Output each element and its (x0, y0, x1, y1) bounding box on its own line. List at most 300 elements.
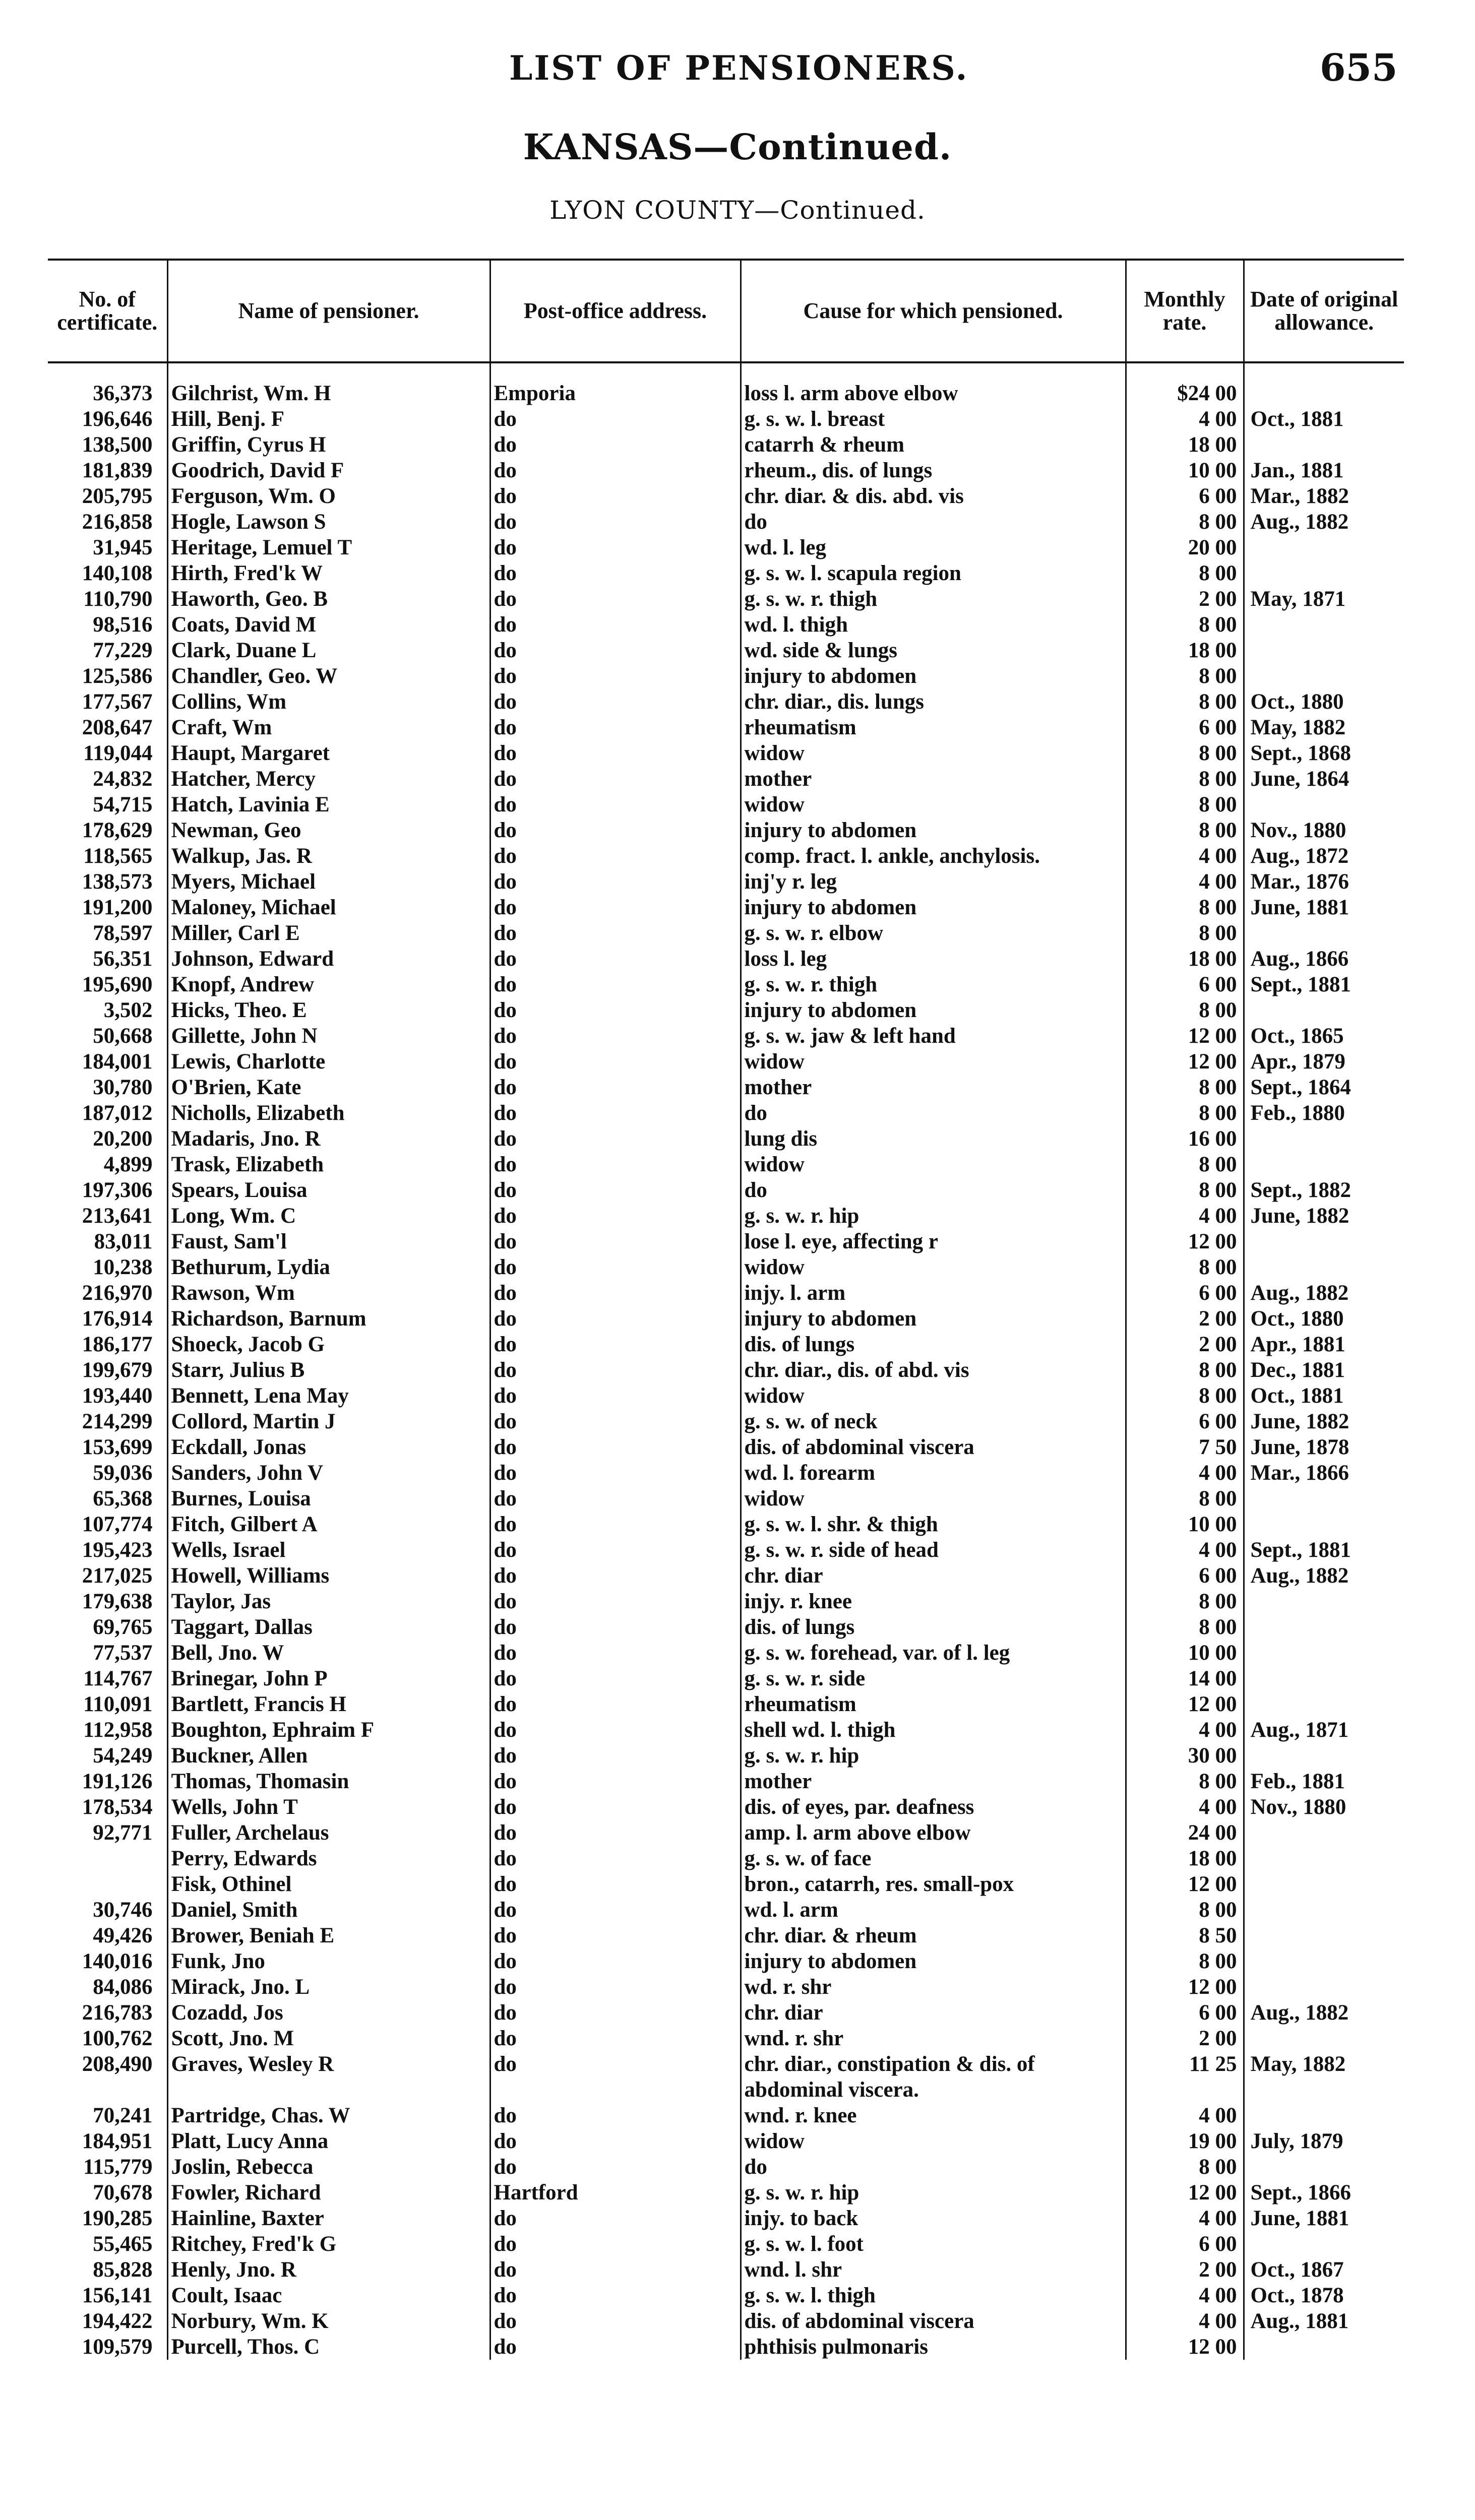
cell-date: Aug., 1882 (1244, 1280, 1404, 1306)
cell-certificate: 195,690 (82, 973, 153, 996)
table-row (48, 560, 1404, 586)
cell-post-office: do (490, 2026, 741, 2051)
cell-name: Burnes, Louisa (167, 1486, 490, 1511)
table-row (48, 843, 1404, 869)
cell-rate: 10 00 (1126, 1640, 1244, 1666)
cell-certificate: 187,012 (82, 1101, 153, 1125)
table-row (48, 972, 1404, 997)
cell-certificate: 31,945 (93, 536, 153, 559)
cell-name: Fowler, Richard (167, 2180, 490, 2206)
cell-name: Haupt, Margaret (167, 740, 490, 766)
cell-certificate: 107,774 (82, 1513, 153, 1536)
cell-post-office: do (490, 1100, 741, 1126)
cell-name: Sanders, John V (167, 1460, 490, 1486)
table-row (48, 2128, 1404, 2154)
cell-certificate: 112,958 (83, 1718, 153, 1742)
cell-rate: 4 00 (1126, 1537, 1244, 1563)
cell-post-office: do (490, 1049, 741, 1075)
cell-rate: 4 00 (1126, 1794, 1244, 1820)
cell-rate: 8 00 (1126, 509, 1244, 535)
cell-post-office: do (490, 560, 741, 586)
table-row (48, 869, 1404, 895)
table-row (48, 586, 1404, 612)
cell-cause: dis. of lungs (741, 1332, 1126, 1357)
cell-rate: 8 00 (1126, 766, 1244, 792)
cell-date (1244, 1871, 1404, 1897)
cell-name: Newman, Geo (167, 817, 490, 843)
cell-post-office: do (490, 2128, 741, 2154)
cell-certificate: 3,502 (103, 998, 153, 1022)
cell-name: Starr, Julius B (167, 1357, 490, 1383)
cell-name: Thomas, Thomasin (167, 1769, 490, 1794)
cell-post-office: do (490, 1820, 741, 1846)
cell-cause: chr. diar (741, 1563, 1126, 1589)
cell-post-office: do (490, 997, 741, 1023)
cell-certificate: 205,795 (82, 484, 153, 508)
cell-cause: injury to abdomen (741, 1948, 1126, 1974)
cell-name: Miller, Carl E (167, 920, 490, 946)
cell-cause: wd. l. arm (741, 1897, 1126, 1923)
cell-name: Heritage, Lemuel T (167, 535, 490, 560)
cell-date (1244, 1743, 1404, 1769)
cell-certificate: 100,762 (82, 2027, 153, 2050)
cell-date (1244, 1923, 1404, 1948)
table-row (48, 2103, 1404, 2128)
cell-post-office: do (490, 972, 741, 997)
cell-cause: injy. to back (741, 2206, 1126, 2231)
cell-certificate: 181,839 (82, 459, 153, 482)
cell-rate: 8 00 (1126, 663, 1244, 689)
cell-name: Wells, John T (167, 1794, 490, 1820)
cell-certificate: 114,767 (83, 1667, 153, 1690)
cell-date (1244, 792, 1404, 817)
cell-post-office: do (490, 843, 741, 869)
table-row (48, 715, 1404, 740)
cell-name: Coult, Isaac (167, 2283, 490, 2308)
column-header-certificate: No. of certificate. (48, 260, 167, 362)
cell-name: Collins, Wm (167, 689, 490, 715)
cell-post-office: do (490, 740, 741, 766)
cell-rate: 8 00 (1126, 1357, 1244, 1383)
cell-post-office: do (490, 1152, 741, 1177)
cell-rate: 8 00 (1126, 792, 1244, 817)
cell-date: Sept., 1882 (1244, 1177, 1404, 1203)
cell-post-office: do (490, 2283, 741, 2308)
cell-cause: injury to abdomen (741, 895, 1126, 920)
cell-certificate: 199,679 (82, 1358, 153, 1382)
cell-name: Graves, Wesley R (167, 2051, 490, 2103)
cell-date (1244, 1974, 1404, 2000)
table-row (48, 2308, 1404, 2334)
table-row (48, 1126, 1404, 1152)
cell-cause: lung dis (741, 1126, 1126, 1152)
cell-name: Brower, Beniah E (167, 1923, 490, 1948)
cell-cause: bron., catarrh, res. small-pox (741, 1871, 1126, 1897)
cell-cause: chr. diar., constipation & dis. of abdominal viscera. (741, 2051, 1126, 2103)
cell-date: Oct., 1881 (1244, 1383, 1404, 1409)
cell-rate: 8 00 (1126, 1948, 1244, 1974)
cell-rate: 8 00 (1126, 1897, 1244, 1923)
cell-certificate: 85,828 (93, 2258, 153, 2282)
cell-name: Taggart, Dallas (167, 1614, 490, 1640)
cell-rate: 6 00 (1126, 483, 1244, 509)
table-row (48, 1846, 1404, 1871)
cell-post-office: do (490, 766, 741, 792)
cell-date (1244, 612, 1404, 638)
cell-rate: 8 00 (1126, 1254, 1244, 1280)
cell-rate: 18 00 (1126, 432, 1244, 458)
cell-cause: injury to abdomen (741, 663, 1126, 689)
cell-date (1244, 1126, 1404, 1152)
cell-certificate (48, 1846, 167, 1871)
table-row (48, 638, 1404, 663)
running-head: LIST OF PENSIONERS. (509, 48, 969, 88)
table-row (48, 1383, 1404, 1409)
cell-name: Walkup, Jas. R (167, 843, 490, 869)
cell-name: Coats, David M (167, 612, 490, 638)
cell-name: Trask, Elizabeth (167, 1152, 490, 1177)
cell-post-office: do (490, 1357, 741, 1383)
cell-cause: g. s. w. l. shr. & thigh (741, 1511, 1126, 1537)
cell-rate: 18 00 (1126, 1846, 1244, 1871)
cell-post-office: do (490, 895, 741, 920)
table-row (48, 792, 1404, 817)
cell-cause: wnd. r. shr (741, 2026, 1126, 2051)
cell-date: Oct., 1880 (1244, 1306, 1404, 1332)
cell-cause: injury to abdomen (741, 817, 1126, 843)
cell-name: Fuller, Archelaus (167, 1820, 490, 1846)
cell-cause: wnd. r. knee (741, 2103, 1126, 2128)
table-row (48, 1306, 1404, 1332)
cell-certificate (48, 1871, 167, 1897)
cell-post-office: do (490, 458, 741, 483)
cell-rate: 12 00 (1126, 1691, 1244, 1717)
column-header-post-office: Post-office address. (490, 260, 741, 362)
cell-name: Boughton, Ephraim F (167, 1717, 490, 1743)
cell-name: Collord, Martin J (167, 1409, 490, 1434)
cell-date: May, 1882 (1244, 715, 1404, 740)
cell-date: Sept., 1868 (1244, 740, 1404, 766)
cell-rate: 2 00 (1126, 586, 1244, 612)
cell-date: Sept., 1864 (1244, 1075, 1404, 1100)
cell-rate: 16 00 (1126, 1126, 1244, 1152)
cell-post-office: do (490, 638, 741, 663)
cell-date (1244, 638, 1404, 663)
cell-date: Apr., 1881 (1244, 1332, 1404, 1357)
cell-cause: g. s. w. l. thigh (741, 2283, 1126, 2308)
cell-rate: 4 00 (1126, 2283, 1244, 2308)
cell-rate: 14 00 (1126, 1666, 1244, 1691)
table-row (48, 1820, 1404, 1846)
cell-cause: wd. l. forearm (741, 1460, 1126, 1486)
table-row (48, 1666, 1404, 1691)
cell-cause: rheum., dis. of lungs (741, 458, 1126, 483)
cell-cause: chr. diar. & rheum (741, 1923, 1126, 1948)
cell-post-office: do (490, 1383, 741, 1409)
cell-post-office: do (490, 817, 741, 843)
cell-rate: 8 00 (1126, 1100, 1244, 1126)
table-row (48, 1460, 1404, 1486)
cell-name: Maloney, Michael (167, 895, 490, 920)
cell-certificate: 191,200 (82, 896, 153, 919)
table-row (48, 740, 1404, 766)
cell-certificate: 49,426 (93, 1924, 153, 1947)
cell-cause: mother (741, 1075, 1126, 1100)
cell-certificate: 177,567 (82, 690, 153, 714)
table-row (48, 2154, 1404, 2180)
cell-rate: 19 00 (1126, 2128, 1244, 2154)
cell-cause: g. s. w. r. thigh (741, 972, 1126, 997)
cell-date (1244, 1152, 1404, 1177)
cell-date: Feb., 1880 (1244, 1100, 1404, 1126)
table-row (48, 920, 1404, 946)
table-row (48, 1280, 1404, 1306)
table-row (48, 612, 1404, 638)
cell-rate: 6 00 (1126, 2231, 1244, 2257)
table-row (48, 362, 1404, 406)
cell-cause: g. s. w. jaw & left hand (741, 1023, 1126, 1049)
cell-name: Hicks, Theo. E (167, 997, 490, 1023)
cell-certificate: 217,025 (82, 1564, 153, 1588)
cell-name: Ritchey, Fred'k G (167, 2231, 490, 2257)
cell-cause: g. s. w. of neck (741, 1409, 1126, 1434)
cell-date (1244, 1846, 1404, 1871)
table-row (48, 1177, 1404, 1203)
cell-certificate: 213,641 (82, 1204, 153, 1228)
cell-date (1244, 1254, 1404, 1280)
cell-cause: rheumatism (741, 715, 1126, 740)
table-row (48, 406, 1404, 432)
cell-date: June, 1881 (1244, 895, 1404, 920)
cell-date: Oct., 1865 (1244, 1023, 1404, 1049)
cell-date: Sept., 1866 (1244, 2180, 1404, 2206)
cell-post-office: do (490, 406, 741, 432)
cell-date: Feb., 1881 (1244, 1769, 1404, 1794)
cell-post-office: do (490, 1075, 741, 1100)
cell-certificate: 109,579 (82, 2335, 153, 2359)
cell-certificate: 138,573 (82, 870, 153, 894)
cell-rate: 20 00 (1126, 535, 1244, 560)
cell-date: Aug., 1872 (1244, 843, 1404, 869)
cell-date: June, 1864 (1244, 766, 1404, 792)
cell-post-office: do (490, 1229, 741, 1254)
cell-cause: amp. l. arm above elbow (741, 1820, 1126, 1846)
cell-name: Johnson, Edward (167, 946, 490, 972)
table-row (48, 1434, 1404, 1460)
cell-cause: injy. r. knee (741, 1589, 1126, 1614)
cell-post-office: do (490, 1691, 741, 1717)
cell-certificate: 110,091 (83, 1692, 153, 1716)
cell-date: June, 1881 (1244, 2206, 1404, 2231)
cell-certificate: 156,141 (82, 2284, 153, 2307)
cell-rate: 8 00 (1126, 1614, 1244, 1640)
cell-cause: g. s. w. r. hip (741, 2180, 1126, 2206)
cell-post-office: do (490, 1640, 741, 1666)
cell-rate: 4 00 (1126, 406, 1244, 432)
cell-date: Aug., 1882 (1244, 509, 1404, 535)
table-row (48, 946, 1404, 972)
cell-certificate: 176,914 (82, 1307, 153, 1331)
cell-name: Shoeck, Jacob G (167, 1332, 490, 1357)
table-row (48, 1691, 1404, 1717)
cell-date (1244, 663, 1404, 689)
table-row (48, 2231, 1404, 2257)
cell-name: Platt, Lucy Anna (167, 2128, 490, 2154)
cell-rate: 8 50 (1126, 1923, 1244, 1948)
cell-cause: loss l. leg (741, 946, 1126, 972)
cell-cause: g. s. w. forehead, var. of l. leg (741, 1640, 1126, 1666)
cell-certificate: 4,899 (103, 1153, 153, 1176)
cell-date (1244, 920, 1404, 946)
cell-cause: rheumatism (741, 1691, 1126, 1717)
cell-date: Jan., 1881 (1244, 458, 1404, 483)
cell-post-office: do (490, 1666, 741, 1691)
cell-cause: chr. diar. & dis. abd. vis (741, 483, 1126, 509)
cell-name: Chandler, Geo. W (167, 663, 490, 689)
cell-date: Aug., 1871 (1244, 1717, 1404, 1743)
cell-rate: 18 00 (1126, 638, 1244, 663)
cell-date: July, 1879 (1244, 2128, 1404, 2154)
cell-date (1244, 1820, 1404, 1846)
cell-cause: do (741, 1177, 1126, 1203)
table-row (48, 1717, 1404, 1743)
cell-certificate: 193,440 (82, 1384, 153, 1408)
cell-post-office: do (490, 869, 741, 895)
cell-rate: 4 00 (1126, 843, 1244, 869)
cell-cause: g. s. w. r. side (741, 1666, 1126, 1691)
table-row (48, 1332, 1404, 1357)
cell-name: Brinegar, John P (167, 1666, 490, 1691)
cell-post-office: do (490, 2231, 741, 2257)
cell-post-office: do (490, 509, 741, 535)
table-row (48, 1100, 1404, 1126)
table-row (48, 1871, 1404, 1897)
cell-certificate: 178,629 (82, 818, 153, 842)
cell-name: Hogle, Lawson S (167, 509, 490, 535)
cell-post-office: do (490, 1126, 741, 1152)
cell-cause: catarrh & rheum (741, 432, 1126, 458)
cell-rate: 2 00 (1126, 2257, 1244, 2283)
cell-post-office: do (490, 1743, 741, 1769)
cell-name: Gilchrist, Wm. H (167, 362, 490, 406)
cell-cause: widow (741, 1486, 1126, 1511)
cell-rate: $24 00 (1126, 362, 1244, 406)
cell-date: Aug., 1881 (1244, 2308, 1404, 2334)
cell-name: Bethurum, Lydia (167, 1254, 490, 1280)
cell-cause: wd. r. shr (741, 1974, 1126, 2000)
cell-certificate: 138,500 (82, 433, 153, 457)
cell-post-office: do (490, 2000, 741, 2026)
state-title: KANSAS—Continued. (523, 126, 952, 168)
cell-name: Mirack, Jno. L (167, 1974, 490, 2000)
cell-post-office: do (490, 2206, 741, 2231)
cell-name: Goodrich, David F (167, 458, 490, 483)
cell-date (1244, 2154, 1404, 2180)
pension-table (48, 259, 1404, 2360)
cell-name: Clark, Duane L (167, 638, 490, 663)
cell-date: Oct., 1878 (1244, 2283, 1404, 2308)
cell-rate: 4 00 (1126, 869, 1244, 895)
table-row (48, 2180, 1404, 2206)
cell-post-office: do (490, 1794, 741, 1820)
cell-rate: 8 00 (1126, 1075, 1244, 1100)
cell-name: Spears, Louisa (167, 1177, 490, 1203)
cell-rate: 6 00 (1126, 2000, 1244, 2026)
cell-post-office: do (490, 1280, 741, 1306)
cell-name: Craft, Wm (167, 715, 490, 740)
column-header-rate: Monthly rate. (1126, 260, 1244, 362)
table-row (48, 2000, 1404, 2026)
cell-name: Norbury, Wm. K (167, 2308, 490, 2334)
cell-name: Daniel, Smith (167, 1897, 490, 1923)
cell-date (1244, 432, 1404, 458)
cell-date (1244, 560, 1404, 586)
cell-cause: shell wd. l. thigh (741, 1717, 1126, 1743)
cell-post-office: do (490, 1717, 741, 1743)
cell-name: Nicholls, Elizabeth (167, 1100, 490, 1126)
cell-certificate: 115,779 (83, 2155, 153, 2179)
cell-post-office: do (490, 1589, 741, 1614)
cell-date: Sept., 1881 (1244, 972, 1404, 997)
cell-post-office: Hartford (490, 2180, 741, 2206)
cell-cause: injy. l. arm (741, 1280, 1126, 1306)
cell-date (1244, 1666, 1404, 1691)
cell-name: Griffin, Cyrus H (167, 432, 490, 458)
cell-rate: 4 00 (1126, 1203, 1244, 1229)
cell-post-office: do (490, 1846, 741, 1871)
cell-rate: 12 00 (1126, 1974, 1244, 2000)
cell-post-office: do (490, 1332, 741, 1357)
cell-certificate: 195,423 (82, 1538, 153, 1562)
cell-cause: g. s. w. r. hip (741, 1203, 1126, 1229)
cell-date: Mar., 1866 (1244, 1460, 1404, 1486)
cell-name: Purcell, Thos. C (167, 2334, 490, 2360)
table-row (48, 2334, 1404, 2360)
table-row (48, 2206, 1404, 2231)
table-row (48, 2283, 1404, 2308)
cell-date (1244, 997, 1404, 1023)
cell-certificate: 69,765 (93, 1615, 153, 1639)
cell-name: Haworth, Geo. B (167, 586, 490, 612)
table-row (48, 1254, 1404, 1280)
cell-rate: 8 00 (1126, 1152, 1244, 1177)
cell-certificate: 118,565 (83, 844, 153, 868)
table-row (48, 2051, 1404, 2103)
cell-certificate: 197,306 (82, 1178, 153, 1202)
cell-certificate: 194,422 (82, 2309, 153, 2333)
cell-certificate: 54,249 (93, 1744, 153, 1768)
cell-post-office: do (490, 1897, 741, 1923)
table-row (48, 1769, 1404, 1794)
table-row (48, 997, 1404, 1023)
cell-date: Mar., 1876 (1244, 869, 1404, 895)
cell-date: Sept., 1881 (1244, 1537, 1404, 1563)
cell-rate: 8 00 (1126, 1769, 1244, 1794)
cell-post-office: do (490, 715, 741, 740)
cell-post-office: do (490, 2103, 741, 2128)
cell-name: O'Brien, Kate (167, 1075, 490, 1100)
cell-cause: dis. of abdominal viscera (741, 1434, 1126, 1460)
cell-rate: 2 00 (1126, 1332, 1244, 1357)
cell-cause: widow (741, 1152, 1126, 1177)
cell-cause: loss l. arm above elbow (741, 362, 1126, 406)
cell-date (1244, 362, 1404, 406)
cell-certificate: 208,490 (82, 2052, 153, 2076)
cell-name: Madaris, Jno. R (167, 1126, 490, 1152)
cell-cause: dis. of eyes, par. deafness (741, 1794, 1126, 1820)
cell-date: Aug., 1882 (1244, 2000, 1404, 2026)
cell-name: Bennett, Lena May (167, 1383, 490, 1409)
